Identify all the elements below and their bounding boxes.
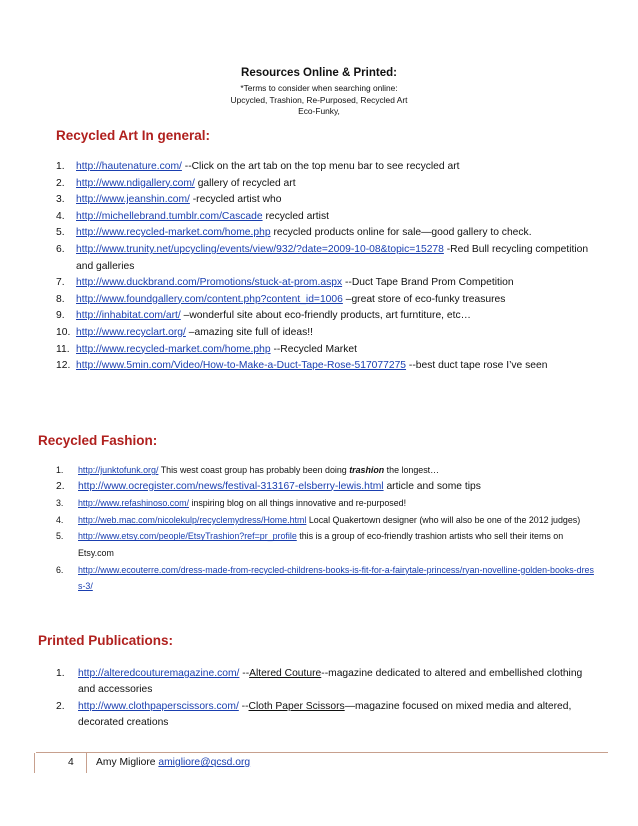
resource-link[interactable]: http://www.trunity.net/upcycling/events/view/932/?date=2009-10-08&topic=15278 [76,243,444,255]
resource-link[interactable]: http://www.duckbrand.com/Promotions/stuck-at-prom.aspx [76,277,343,289]
note-line-3: Eco-Funky, [298,106,340,116]
footer-rule [36,752,608,753]
resource-link[interactable]: http://www.etsy.com/people/EtsyTrashion?ref=pr_profile [78,531,297,542]
list-item: 4. http://web.mac.com/nicolekulp/recyclemydress/Home.html Local Quakertown designer (who will also be one of the 2012 judges) [56,514,581,525]
section-heading-recycled-art: Recycled Art In general: [56,128,211,143]
resource-link[interactable]: http://www.recycled-market.com/home.php [76,343,271,355]
printed-publications-list [56,666,596,732]
list-item: 2. http://www.clothpaperscissors.com/ --Cloth Paper Scissors—magazine focused on mixed media and altered, decorated creations [56,700,572,729]
resource-link[interactable]: http://junktofunk.org/ [78,465,159,475]
document-header [0,67,638,118]
resource-link[interactable]: http://www.ndigallery.com/ [76,177,195,189]
resource-link[interactable]: http://www.jeanshin.com/ [76,194,190,206]
list-item: 1. http://hautenature.com/ --Click on the art tab on the top menu bar to see recycled art [56,161,460,172]
resource-link[interactable]: http://www.recycled-market.com/home.php [76,227,271,239]
resource-link[interactable]: http://www.recyclart.org/ [76,326,186,338]
list-item: 5. http://www.etsy.com/people/EtsyTrashion?ref=pr_profile this is a group of eco-friendly trashion artists who sell their items on Etsy.com [56,531,564,558]
list-item: 3. http://www.jeanshin.com/ -recycled artist who [56,194,282,206]
resource-link[interactable]: http://www.foundgallery.com/content.php?content_id=1006 [76,293,343,305]
list-item: 4. http://michellebrand.tumblr.com/Cascade recycled artist [56,210,329,222]
resource-link[interactable]: http://alteredcouturemagazine.com/ [78,668,240,679]
list-item: 5. http://www.recycled-market.com/home.php recycled products online for sale—good gallery to check. [56,227,532,239]
list-item: 7. http://www.duckbrand.com/Promotions/stuck-at-prom.aspx --Duct Tape Brand Prom Competition [56,277,514,289]
list-item: 11. http://www.recycled-market.com/home.php --Recycled Market [56,343,357,355]
resource-link[interactable]: http://www.ocregister.com/news/festival-313167-elsberry-lewis.html [78,480,384,492]
recycled-fashion-list [56,462,596,595]
page-title: Resources Online & Printed: [241,67,397,79]
list-item: 3. http://www.refashinoso.com/ inspiring blog on all things innovative and re-purposed! [56,498,407,509]
list-item: 1. http://junktofunk.org/ This west coast group has probably been doing trashion the longest… [56,465,439,475]
list-item: 6. http://www.trunity.net/upcycling/events/view/932/?date=2009-10-08&topic=15278 -Red Bull recycling competition and galleries [56,243,589,272]
list-item: 9. http://inhabitat.com/art/ –wonderful site about eco-friendly products, art furntiture, etc… [56,310,471,322]
section-heading-printed-publications: Printed Publications: [38,633,174,648]
list-item: 1. http://alteredcouturemagazine.com/ --Altered Couture--magazine dedicated to altered and embellished clothing and accessories [56,668,583,696]
section-heading-recycled-fashion: Recycled Fashion: [38,433,158,448]
footer-divider [86,753,87,773]
footer-author: Amy Migliore amigliore@qcsd.org [96,757,251,768]
page-number: 4 [68,757,74,768]
list-item: 10. http://www.recyclart.org/ –amazing site full of ideas!! [56,326,313,338]
resource-link[interactable]: http://web.mac.com/nicolekulp/recyclemydress/Home.html [78,514,307,525]
note-line-1: *Terms to consider when searching online: [240,83,398,93]
list-item: 2. http://www.ocregister.com/news/festival-313167-elsberry-lewis.html article and some tips [56,480,481,492]
search-terms-note [0,83,638,118]
publication-title: Altered Couture [249,668,322,679]
resource-link[interactable]: http://www.clothpaperscissors.com/ [78,700,239,712]
list-item: 12. http://www.5min.com/Video/How-to-Make-a-Duct-Tape-Rose-517077275 --best duct tape rose I’ve seen [56,360,548,372]
recycled-art-list [56,159,596,375]
resource-link[interactable]: http://michellebrand.tumblr.com/Cascade [76,210,263,222]
resource-link[interactable]: http://www.refashinoso.com/ [78,498,189,509]
list-item: 2. http://www.ndigallery.com/ gallery of recycled art [56,177,296,189]
list-item: 6. http://www.ecouterre.com/dress-made-from-recycled-childrens-books-is-fit-for-a-fairytale-princess/ryan-novelline-golden-books-dress-3/ [56,564,594,592]
publication-title: Cloth Paper Scissors [248,700,345,712]
list-item: 8. http://www.foundgallery.com/content.php?content_id=1006 –great store of eco-funky treasures [56,293,506,305]
email-link[interactable]: amigliore@qcsd.org [158,757,251,768]
footer-left-bar [34,753,35,773]
resource-link[interactable]: http://hautenature.com/ [76,161,182,172]
resource-link[interactable]: http://inhabitat.com/art/ [76,310,181,322]
resource-link[interactable]: http://www.5min.com/Video/How-to-Make-a-Duct-Tape-Rose-517077275 [76,360,407,372]
resource-link[interactable]: http://www.ecouterre.com/dress-made-from-recycled-childrens-books-is-fit-for-a-fairytale-princess/ryan-novelline-golden-books-dress-3/ [78,564,594,592]
note-line-2: Upcycled, Trashion, Re-Purposed, Recycled Art [230,94,408,105]
